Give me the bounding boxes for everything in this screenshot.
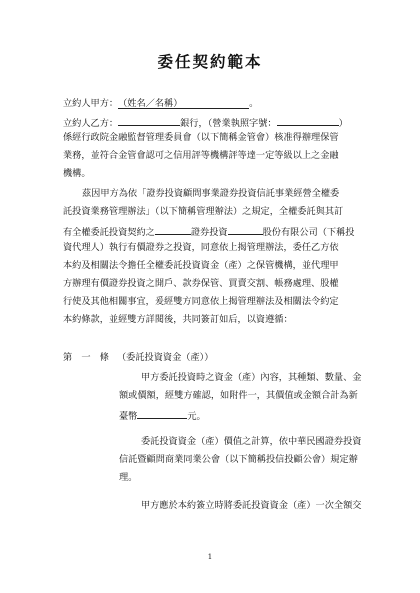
purpose-line-2: 託投資業務管理辦法」（以下簡稱管理辦法）之規定，全權委託與其訂 xyxy=(63,206,344,217)
purpose-line-5: 本約及相關法令擔任全權委託投資資金（產）之保管機構，並代理甲 xyxy=(63,260,339,271)
article-1-p1-line-1: 甲方委託投資時之資金（產）內容，其種類、數量、金 xyxy=(141,372,362,383)
article-1-p1-line-3-a: 臺幣 xyxy=(119,411,138,422)
intro-line-1: 係經行政院金融監督管理委員會（以下簡稱金管會）核准得辦理保管 xyxy=(63,132,339,143)
article-1-p3-line-1: 甲方應於本約簽立時將委託投資資金（產）一次全額交 xyxy=(141,500,362,511)
purpose-line-3 xyxy=(63,224,355,239)
article-1-p1-line-3-b: 元。 xyxy=(187,411,206,422)
party-a-name-blank xyxy=(118,98,249,109)
party-a-prefix: 立約人甲方： xyxy=(63,98,119,109)
document-title: 委任契約範本 xyxy=(157,52,263,71)
intro-line-2: 業務，並符合金管會認可之信用評等機構評等達一定等級以上之金融 xyxy=(63,150,339,161)
article-1-p2-line-1: 委託投資資金（產）價值之計算，依中華民國證券投資 xyxy=(141,436,362,447)
purpose-line-1: 茲因甲方為依「證券投資顧問事業證券投資信託事業經營全權委 xyxy=(82,188,340,199)
article-1-p2-line-3: 理。 xyxy=(119,472,138,483)
article-1-label: 第 一 條 xyxy=(63,352,109,363)
party-b-close: ） xyxy=(338,118,348,129)
page-number: 1 xyxy=(207,553,213,561)
party-a-line xyxy=(63,98,258,110)
party-b-bank-suffix: 銀行，（營業執照字號： xyxy=(180,118,277,129)
party-b-line xyxy=(63,115,348,130)
purpose-line-3-b: 證券投資 xyxy=(190,227,228,238)
article-1-p1-line-2: 額或價額，經雙方確認，如附件一，其價值或金額合計為新 xyxy=(119,390,358,401)
purpose-line-3-a: 有全權委託投資契約之 xyxy=(63,227,155,238)
purpose-line-7: 行使及其他相關事宜，爰經雙方同意依上揭管理辦法及相關法令約定 xyxy=(63,296,339,307)
purpose-line-3-blank-1 xyxy=(155,224,191,235)
purpose-line-6: 方辦理有價證券投資之開戶、款券保管、買賣交割、帳務處理、股權 xyxy=(63,278,339,289)
purpose-line-8: 本約條款，並經雙方詳閱後，共同簽訂如后，以資遵循： xyxy=(63,314,293,325)
article-1-p2-line-2: 信託暨顧問商業同業公會（以下簡稱投信投顧公會）規定辦 xyxy=(119,454,358,465)
purpose-line-3-blank-2 xyxy=(228,224,263,235)
intro-line-3: 機構。 xyxy=(63,168,91,179)
party-a-suffix: 。 xyxy=(249,98,259,109)
party-b-license-blank xyxy=(277,115,339,126)
article-1-amount-blank xyxy=(137,408,187,419)
purpose-line-4: 資代理人）執行有價證券之投資，同意依上揭管理辦法，委任乙方依 xyxy=(63,242,339,253)
party-a-name-hint: （姓名／名稱） xyxy=(118,98,183,109)
article-1-p1-line-3 xyxy=(119,408,206,423)
party-b-prefix: 立約人乙方： xyxy=(63,118,119,129)
purpose-line-3-c: 股份有限公司（下稱投 xyxy=(262,227,355,238)
party-b-bank-blank xyxy=(118,115,180,126)
article-1-heading: （委託投資資金（產）） xyxy=(117,352,214,363)
